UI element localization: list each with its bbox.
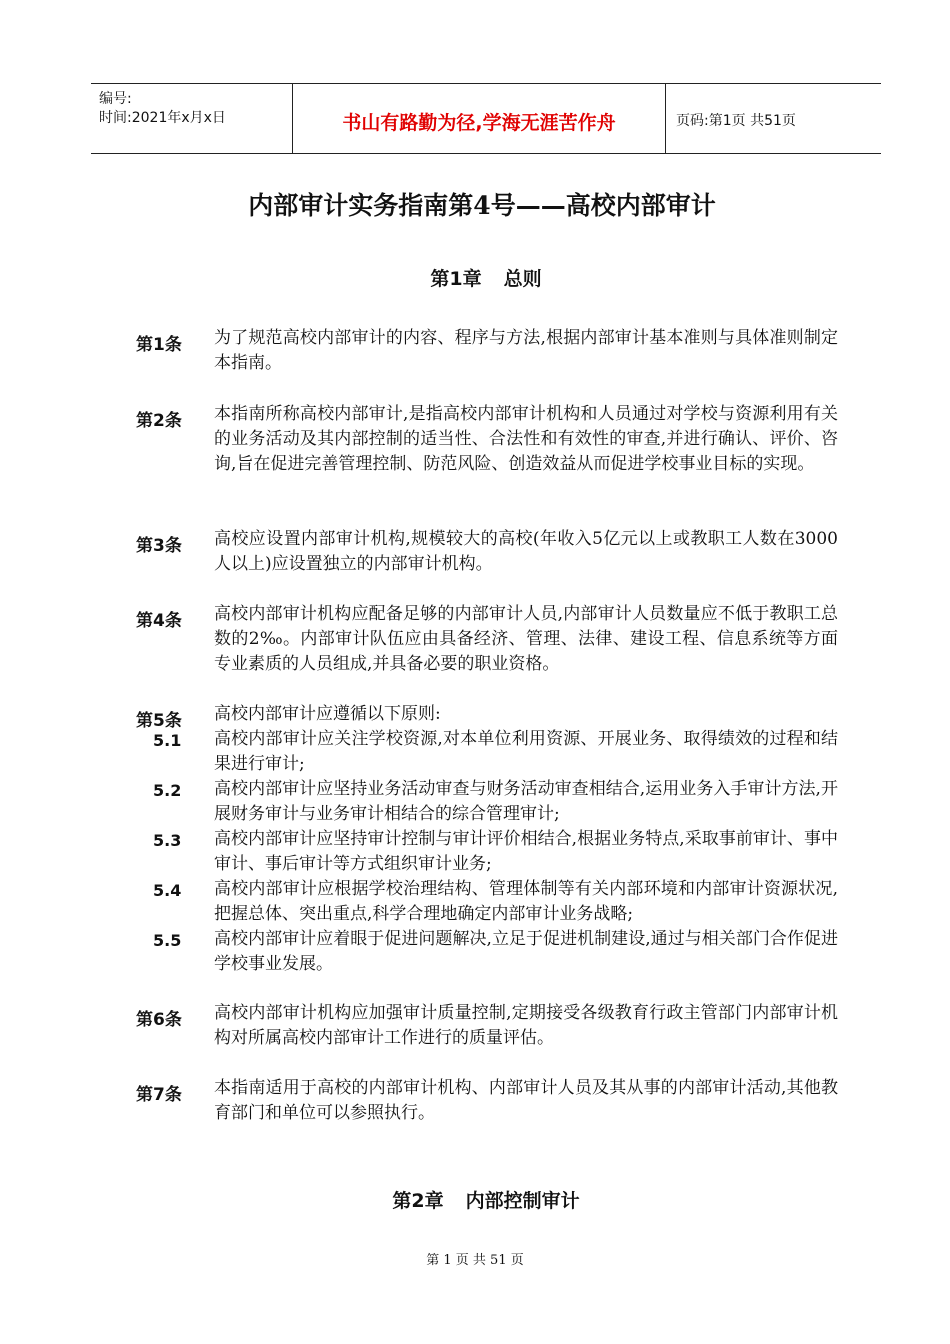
document-number-label: 编号: <box>99 91 132 107</box>
article-label: 第5条 <box>136 711 182 731</box>
document-title: 内部审计实务指南第4号——高校内部审计 <box>248 191 716 220</box>
page-footer: 第 1 页 共 51 页 <box>426 1253 524 1268</box>
clause-label: 5.4 <box>153 881 182 900</box>
header-table <box>91 83 881 154</box>
clause-text: 高校内部审计应根据学校治理结构、管理体制等有关内部环境和内部审计资源状况,把握总体、突出重点,科学合理地确定内部审计业务战略; <box>214 879 838 924</box>
chapter-1-heading <box>91 264 881 291</box>
article-text: 本指南所称高校内部审计,是指高校内部审计机构和人员通过对学校与资源利用有关的业务活动及其内部控制的适当性、合法性和有效性的审查,并进行确认、评价、咨询,旨在促进完善管理控制、防范风险、创造效益从而促进学校事业目标的实现。 <box>214 404 838 474</box>
clause-text: 高校内部审计应关注学校资源,对本单位利用资源、开展业务、取得绩效的过程和结果进行审计; <box>214 729 838 774</box>
chapter-name: 内部控制审计 <box>465 1190 580 1212</box>
clause-label: 5.5 <box>153 931 182 950</box>
article-text: 本指南适用于高校的内部审计机构、内部审计人员及其从事的内部审计活动,其他教育部门和单位可以参照执行。 <box>214 1078 838 1123</box>
document-time-label: 时间:2021年x月x日 <box>99 110 226 126</box>
chapter-2-heading <box>91 1186 881 1213</box>
article-label: 第1条 <box>136 335 182 355</box>
clause-text: 高校内部审计应坚持业务活动审查与财务活动审查相结合,运用业务入手审计方法,开展财务审计与业务审计相结合的综合管理审计; <box>214 779 838 824</box>
chapter-number: 第2章 <box>392 1190 444 1212</box>
header-cell-motto <box>293 84 666 153</box>
article-label: 第3条 <box>136 536 182 556</box>
article-text: 高校应设置内部审计机构,规模较大的高校(年收入5亿元以上或教职工人数在3000人以上)应设置独立的内部审计机构。 <box>214 529 838 574</box>
clause-text: 高校内部审计应坚持审计控制与审计评价相结合,根据业务特点,采取事前审计、事中审计、事后审计等方式组织审计业务; <box>214 829 838 874</box>
chapter-name: 总则 <box>503 268 542 290</box>
clause-label: 5.1 <box>153 731 182 750</box>
chapter-number: 第1章 <box>430 268 482 290</box>
header-cell-page <box>666 84 881 153</box>
article-text: 高校内部审计机构应配备足够的内部审计人员,内部审计人员数量应不低于教职工总数的2‰。内部审计队伍应由具备经济、管理、法律、建设工程、信息系统等方面专业素质的人员组成,并具备必要的职业资格。 <box>214 604 838 674</box>
clause-label: 5.2 <box>153 781 182 800</box>
article-text: 为了规范高校内部审计的内容、程序与方法,根据内部审计基本准则与具体准则制定本指南。 <box>214 328 838 373</box>
article-text: 高校内部审计机构应加强审计质量控制,定期接受各级教育行政主管部门内部审计机构对所属高校内部审计工作进行的质量评估。 <box>214 1003 838 1048</box>
clause-text: 高校内部审计应着眼于促进问题解决,立足于促进机制建设,通过与相关部门合作促进学校事业发展。 <box>214 929 838 974</box>
article-label: 第6条 <box>136 1010 182 1030</box>
article-label: 第2条 <box>136 411 182 431</box>
header-cell-info <box>91 84 293 153</box>
article-text: 高校内部审计应遵循以下原则: <box>214 704 441 724</box>
header-page-label: 页码:第1页 共51页 <box>676 113 796 129</box>
clause-label: 5.3 <box>153 831 182 850</box>
article-label: 第4条 <box>136 611 182 631</box>
article-label: 第7条 <box>136 1085 182 1105</box>
header-motto: 书山有路勤为径,学海无涯苦作舟 <box>342 112 616 134</box>
